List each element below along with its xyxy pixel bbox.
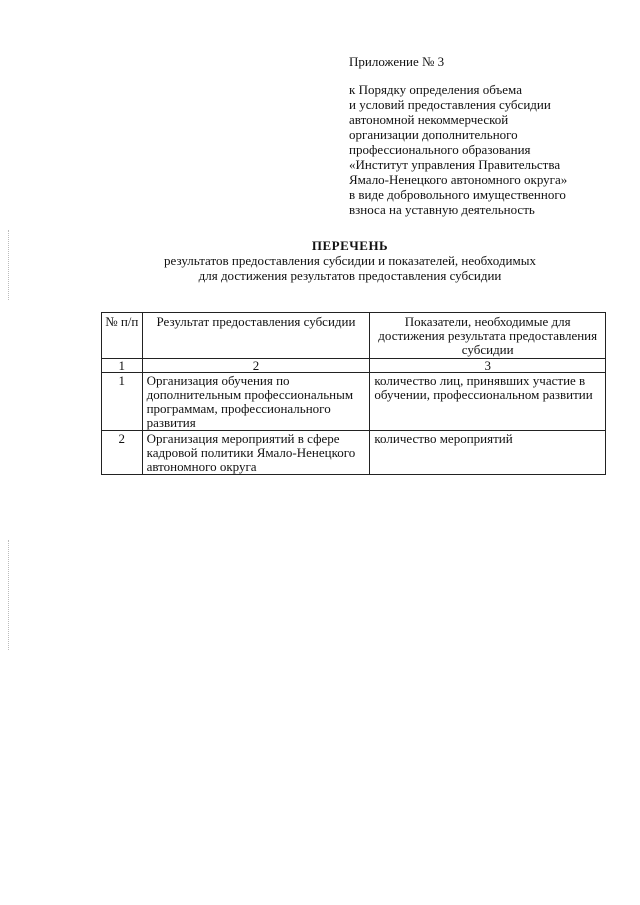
column-number: 1 — [102, 359, 143, 373]
appendix-line: взноса на уставную деятельность — [349, 202, 535, 217]
appendix-line: организации дополнительного — [349, 127, 518, 142]
appendix-line: «Институт управления Правительства — [349, 157, 561, 172]
appendix-line: в виде добровольного имущественного — [349, 187, 566, 202]
column-number: 3 — [370, 359, 606, 373]
document-heading — [0, 238, 640, 283]
appendix-line: к Порядку определения объема — [349, 82, 522, 97]
document-subtitle: результатов предоставления субсидии и показателей, необходимых — [164, 253, 536, 268]
row-indicator: количество лиц, принявших участие в обучении, профессиональном развитии — [370, 373, 606, 431]
header-number: № п/п — [102, 313, 143, 359]
appendix-line: профессионального образования — [349, 142, 531, 157]
appendix-block — [349, 54, 619, 217]
column-number-row — [102, 359, 606, 373]
appendix-line: и условий предоставления субсидии — [349, 97, 551, 112]
scan-margin-dots — [8, 540, 10, 650]
table-row — [102, 431, 606, 475]
row-number: 2 — [102, 431, 143, 475]
row-result: Организация мероприятий в сфере кадровой политики Ямало-Ненецкого автономного округа — [142, 431, 370, 475]
results-table — [101, 312, 606, 475]
row-result: Организация обучения по дополнительным профессиональным программам, профессионального развития — [142, 373, 370, 431]
header-result: Результат предоставления субсидии — [142, 313, 370, 359]
row-indicator: количество мероприятий — [370, 431, 606, 475]
appendix-line: автономной некоммерческой — [349, 112, 509, 127]
column-number: 2 — [142, 359, 370, 373]
document-title: ПЕРЕЧЕНЬ — [311, 238, 389, 253]
document-subtitle: для достижения результатов предоставления субсидии — [198, 268, 502, 283]
row-number: 1 — [102, 373, 143, 431]
table-header-row — [102, 313, 606, 359]
header-indicator: Показатели, необходимые для достижения результата предоставления субсидии — [370, 313, 606, 359]
table-row — [102, 373, 606, 431]
appendix-line: Ямало-Ненецкого автономного округа» — [349, 172, 568, 187]
appendix-number: Приложение № 3 — [349, 54, 445, 69]
